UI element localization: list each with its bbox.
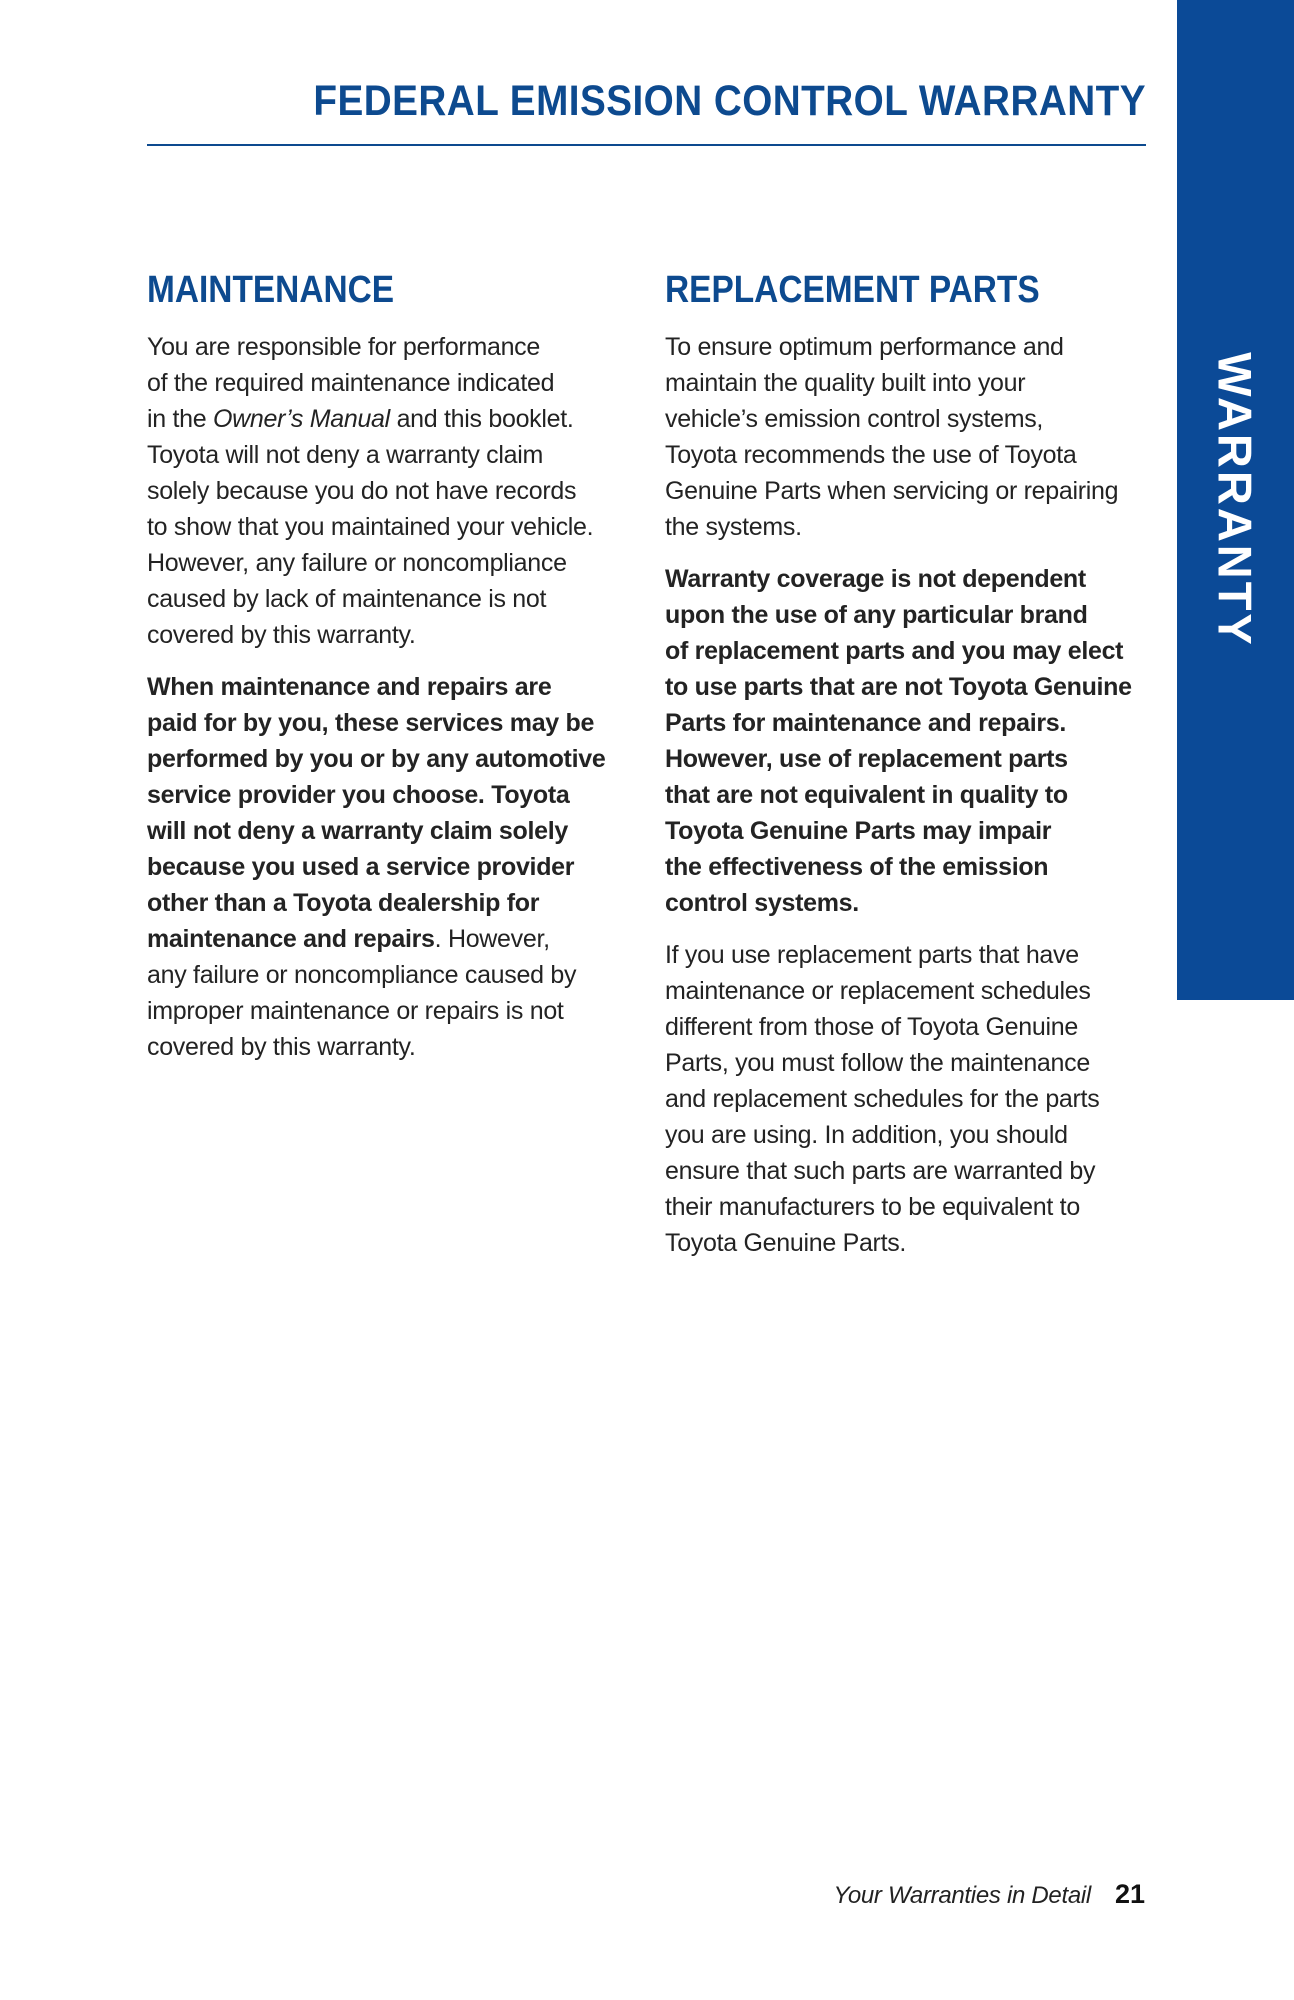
text-line: maintain the quality built into your [665, 369, 1026, 397]
text-line: their manufacturers to be equivalent to [665, 1193, 1080, 1221]
text-line: different from those of Toyota Genuine [665, 1013, 1078, 1041]
text-fragment-bold: maintenance and repairs [147, 925, 435, 953]
text-line: will not deny a warranty claim solely [147, 817, 568, 845]
text-line: because you used a service provider [147, 853, 575, 881]
text-line: vehicle’s emission control systems, [665, 405, 1044, 433]
text-line: the systems. [665, 513, 802, 541]
text-line: other than a Toyota dealership for [147, 889, 540, 917]
text-line: covered by this warranty. [147, 1033, 416, 1061]
text-line [147, 401, 597, 437]
text-line: However, any failure or noncompliance [147, 549, 567, 577]
text-line: control systems. [665, 889, 859, 917]
side-tab-label: WARRANTY [1208, 352, 1262, 648]
text-line: However, use of replacement parts [665, 745, 1068, 773]
text-line: service provider you choose. Toyota [147, 781, 570, 809]
text-line: improper maintenance or repairs is not [147, 997, 564, 1025]
replacement-parts-heading: REPLACEMENT PARTS [665, 269, 1040, 311]
text-line: that are not equivalent in quality to [665, 781, 1068, 809]
text-fragment: . However, [434, 925, 550, 953]
replacement-parts-section [665, 265, 1132, 1277]
replacement-parts-paragraph-1 [665, 329, 1119, 545]
text-line: performed by you or by any automotive [147, 745, 606, 773]
page-title: FEDERAL EMISSION CONTROL WARRANTY [313, 77, 1146, 125]
page-number: 21 [1114, 1879, 1145, 1909]
maintenance-heading: MAINTENANCE [147, 269, 395, 311]
text-line: of the required maintenance indicated [147, 369, 555, 397]
text-line: covered by this warranty. [147, 621, 416, 649]
text-line: maintenance or replacement schedules [665, 977, 1091, 1005]
title-divider [147, 144, 1146, 146]
text-line: to show that you maintained your vehicle. [147, 513, 594, 541]
text-line: To ensure optimum performance and [665, 333, 1064, 361]
text-line: Toyota Genuine Parts may impair [665, 817, 1052, 845]
maintenance-paragraph-1 [147, 329, 597, 653]
text-line: Toyota Genuine Parts. [665, 1229, 907, 1257]
text-fragment: in the [147, 405, 214, 433]
text-line: Warranty coverage is not dependent [665, 565, 1086, 593]
text-line: of replacement parts and you may elect [665, 637, 1124, 665]
replacement-parts-paragraph-3 [665, 937, 1115, 1261]
footer-section-title: Your Warranties in Detail [833, 1882, 1091, 1909]
text-line: Parts for maintenance and repairs. [665, 709, 1067, 737]
owners-manual-reference: Owner’s Manual [213, 405, 390, 433]
maintenance-section [147, 265, 606, 1081]
text-line: the effectiveness of the emission [665, 853, 1049, 881]
text-line: any failure or noncompliance caused by [147, 961, 577, 989]
text-line: solely because you do not have records [147, 477, 577, 505]
text-line: paid for by you, these services may be [147, 709, 595, 737]
text-line: Toyota recommends the use of Toyota [665, 441, 1077, 469]
text-fragment: and this booklet. [389, 405, 574, 433]
side-tab [1177, 0, 1294, 1000]
text-line: you are using. In addition, you should [665, 1121, 1068, 1149]
text-line: ensure that such parts are warranted by [665, 1157, 1096, 1185]
text-line: to use parts that are not Toyota Genuine [665, 673, 1132, 701]
page-footer [833, 1876, 1145, 1914]
replacement-parts-paragraph-2 [665, 561, 1132, 921]
text-line: Toyota will not deny a warranty claim [147, 441, 544, 469]
text-line: You are responsible for performance [147, 333, 540, 361]
text-line: Parts, you must follow the maintenance [665, 1049, 1090, 1077]
maintenance-paragraph-2 [147, 669, 606, 1065]
text-line [147, 921, 597, 957]
text-line: upon the use of any particular brand [665, 601, 1088, 629]
text-line: caused by lack of maintenance is not [147, 585, 547, 613]
text-line: If you use replacement parts that have [665, 941, 1079, 969]
text-line: Genuine Parts when servicing or repairing [665, 477, 1119, 505]
text-line: and replacement schedules for the parts [665, 1085, 1100, 1113]
text-line: When maintenance and repairs are [147, 673, 552, 701]
